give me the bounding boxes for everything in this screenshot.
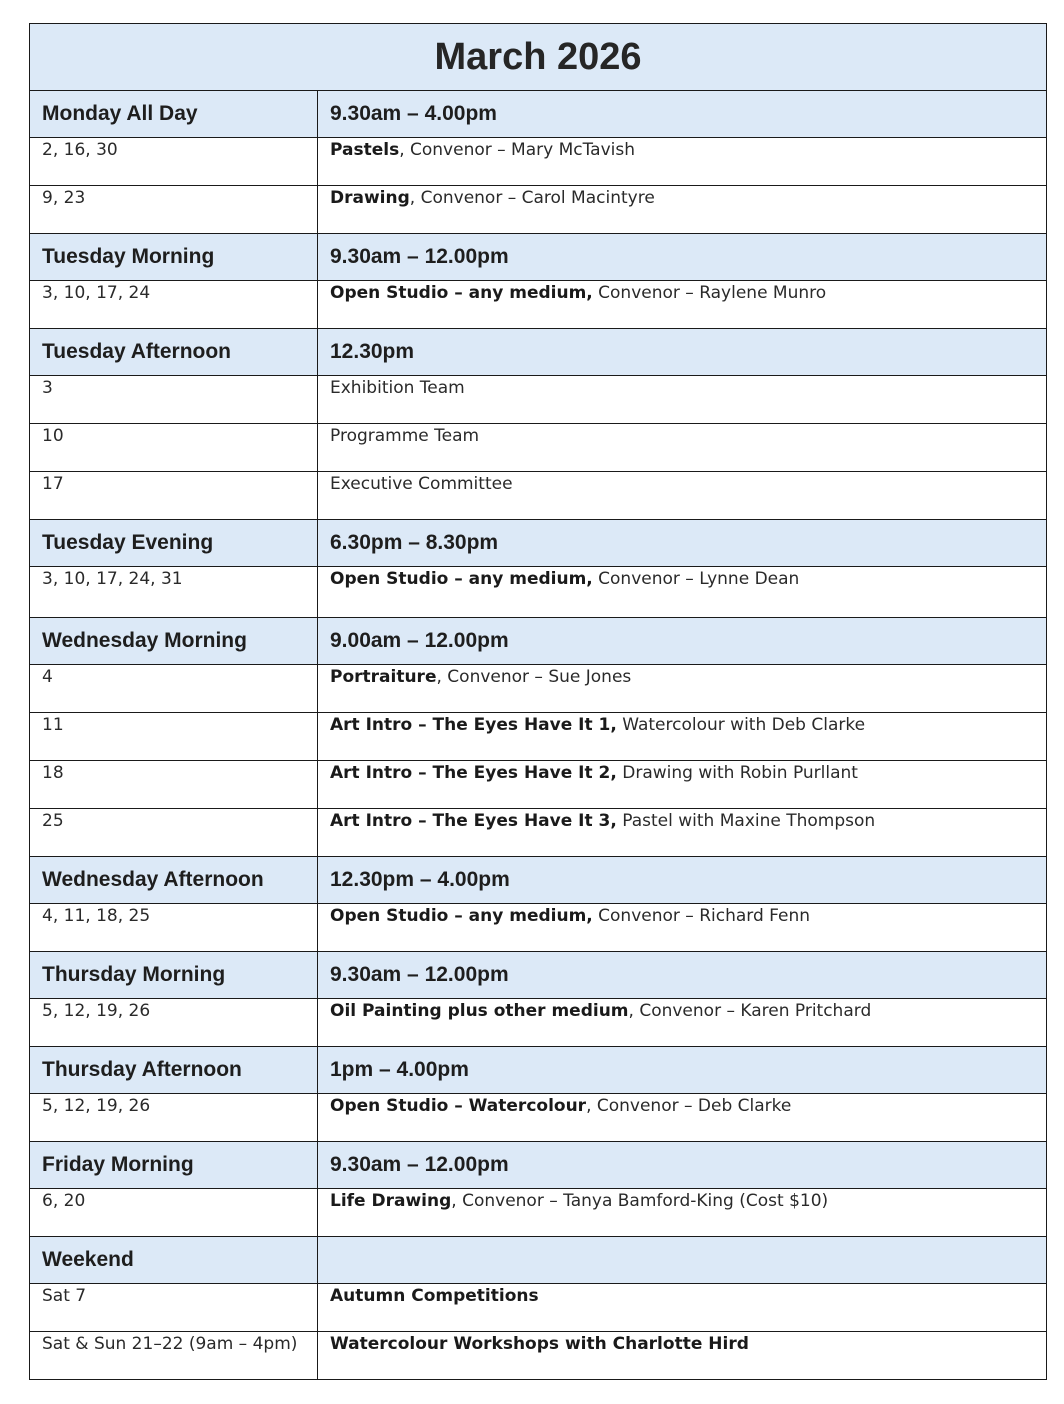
session-details: , Convenor – Mary McTavish: [399, 140, 636, 160]
session-description: [318, 1284, 1047, 1332]
session-dates: 2, 16, 30: [30, 138, 318, 186]
session-row: [30, 665, 1047, 713]
section-name: Thursday Morning: [30, 952, 318, 999]
session-description: [318, 1332, 1047, 1380]
session-title: Art Intro – The Eyes Have It 2,: [330, 763, 617, 783]
session-description: [318, 904, 1047, 952]
session-details: Pastel with Maxine Thompson: [616, 811, 876, 831]
section-time: 12.30pm: [318, 329, 1047, 376]
session-description: [318, 665, 1047, 713]
session-row: [30, 1284, 1047, 1332]
session-title: Open Studio – any medium,: [330, 283, 593, 303]
session-title: Life Drawing: [330, 1191, 452, 1211]
session-row: [30, 904, 1047, 952]
section-name: Thursday Afternoon: [30, 1047, 318, 1094]
session-title: Open Studio – any medium,: [330, 906, 593, 926]
section-name: Tuesday Afternoon: [30, 329, 318, 376]
session-title: Drawing: [330, 188, 410, 208]
session-title: Portraiture: [330, 667, 437, 687]
session-title: Open Studio – Watercolour: [330, 1096, 587, 1116]
session-details: , Convenor – Karen Pritchard: [628, 1001, 872, 1021]
session-description: [318, 761, 1047, 809]
section-header-row: [30, 952, 1047, 999]
session-description: [318, 281, 1047, 329]
page-title: March 2026: [30, 24, 1047, 91]
session-dates: 5, 12, 19, 26: [30, 999, 318, 1047]
section-time: 6.30pm – 8.30pm: [318, 520, 1047, 567]
session-row: [30, 567, 1047, 618]
section-name: Weekend: [30, 1237, 318, 1284]
session-dates: 3, 10, 17, 24: [30, 281, 318, 329]
section-name: Wednesday Morning: [30, 618, 318, 665]
section-time: [318, 1237, 1047, 1284]
session-description: [318, 1189, 1047, 1237]
section-header-row: [30, 1237, 1047, 1284]
session-dates: 3, 10, 17, 24, 31: [30, 567, 318, 618]
session-title: Pastels: [330, 140, 400, 160]
section-name: Wednesday Afternoon: [30, 857, 318, 904]
session-row: [30, 138, 1047, 186]
section-header-row: [30, 234, 1047, 281]
session-description: [318, 186, 1047, 234]
section-header-row: [30, 1047, 1047, 1094]
session-details: Watercolour with Deb Clarke: [616, 715, 866, 735]
session-details: , Convenor – Tanya Bamford-King (Cost $10): [451, 1191, 829, 1211]
session-row: [30, 1189, 1047, 1237]
session-dates: 17: [30, 472, 318, 520]
session-details: Convenor – Raylene Munro: [592, 283, 827, 303]
session-dates: 18: [30, 761, 318, 809]
session-row: [30, 1094, 1047, 1142]
session-details: , Convenor – Deb Clarke: [586, 1096, 792, 1116]
session-dates: 4: [30, 665, 318, 713]
session-row: [30, 376, 1047, 424]
session-description: [318, 713, 1047, 761]
session-description: [318, 424, 1047, 472]
session-dates: 10: [30, 424, 318, 472]
session-details: Exhibition Team: [330, 378, 465, 398]
session-description: [318, 567, 1047, 618]
session-row: [30, 281, 1047, 329]
session-details: , Convenor – Carol Macintyre: [409, 188, 655, 208]
section-time: 9.30am – 12.00pm: [318, 1142, 1047, 1189]
session-details: Convenor – Lynne Dean: [592, 569, 800, 589]
session-row: [30, 809, 1047, 857]
session-dates: 5, 12, 19, 26: [30, 1094, 318, 1142]
session-description: [318, 809, 1047, 857]
session-details: , Convenor – Sue Jones: [436, 667, 632, 687]
session-description: [318, 1094, 1047, 1142]
section-time: 9.30am – 12.00pm: [318, 952, 1047, 999]
session-dates: Sat & Sun 21–22 (9am – 4pm): [30, 1332, 318, 1380]
session-details: Executive Committee: [330, 474, 513, 494]
session-dates: 3: [30, 376, 318, 424]
session-row: [30, 761, 1047, 809]
section-time: 1pm – 4.00pm: [318, 1047, 1047, 1094]
session-title: Art Intro – The Eyes Have It 1,: [330, 715, 617, 735]
section-time: 9.30am – 4.00pm: [318, 91, 1047, 138]
session-dates: 6, 20: [30, 1189, 318, 1237]
session-row: [30, 186, 1047, 234]
section-header-row: [30, 1142, 1047, 1189]
session-title: Watercolour Workshops with Charlotte Hird: [330, 1334, 749, 1354]
session-row: [30, 999, 1047, 1047]
session-row: [30, 1332, 1047, 1380]
section-header-row: [30, 857, 1047, 904]
section-name: Monday All Day: [30, 91, 318, 138]
schedule-table: [29, 23, 1047, 1380]
section-time: 9.00am – 12.00pm: [318, 618, 1047, 665]
session-title: Oil Painting plus other medium: [330, 1001, 629, 1021]
session-description: [318, 138, 1047, 186]
session-dates: 11: [30, 713, 318, 761]
section-time: 9.30am – 12.00pm: [318, 234, 1047, 281]
session-dates: 4, 11, 18, 25: [30, 904, 318, 952]
session-description: [318, 376, 1047, 424]
section-header-row: [30, 91, 1047, 138]
session-title: Autumn Competitions: [330, 1286, 539, 1306]
section-name: Tuesday Morning: [30, 234, 318, 281]
session-dates: Sat 7: [30, 1284, 318, 1332]
session-title: Open Studio – any medium,: [330, 569, 593, 589]
section-name: Friday Morning: [30, 1142, 318, 1189]
section-time: 12.30pm – 4.00pm: [318, 857, 1047, 904]
session-details: Programme Team: [330, 426, 480, 446]
session-details: Drawing with Robin Purllant: [616, 763, 858, 783]
session-row: [30, 472, 1047, 520]
session-description: [318, 472, 1047, 520]
section-header-row: [30, 618, 1047, 665]
section-header-row: [30, 520, 1047, 567]
title-row: [30, 24, 1047, 91]
session-title: Art Intro – The Eyes Have It 3,: [330, 811, 617, 831]
session-dates: 9, 23: [30, 186, 318, 234]
session-details: Convenor – Richard Fenn: [592, 906, 811, 926]
section-header-row: [30, 329, 1047, 376]
session-dates: 25: [30, 809, 318, 857]
section-name: Tuesday Evening: [30, 520, 318, 567]
session-description: [318, 999, 1047, 1047]
session-row: [30, 424, 1047, 472]
session-row: [30, 713, 1047, 761]
